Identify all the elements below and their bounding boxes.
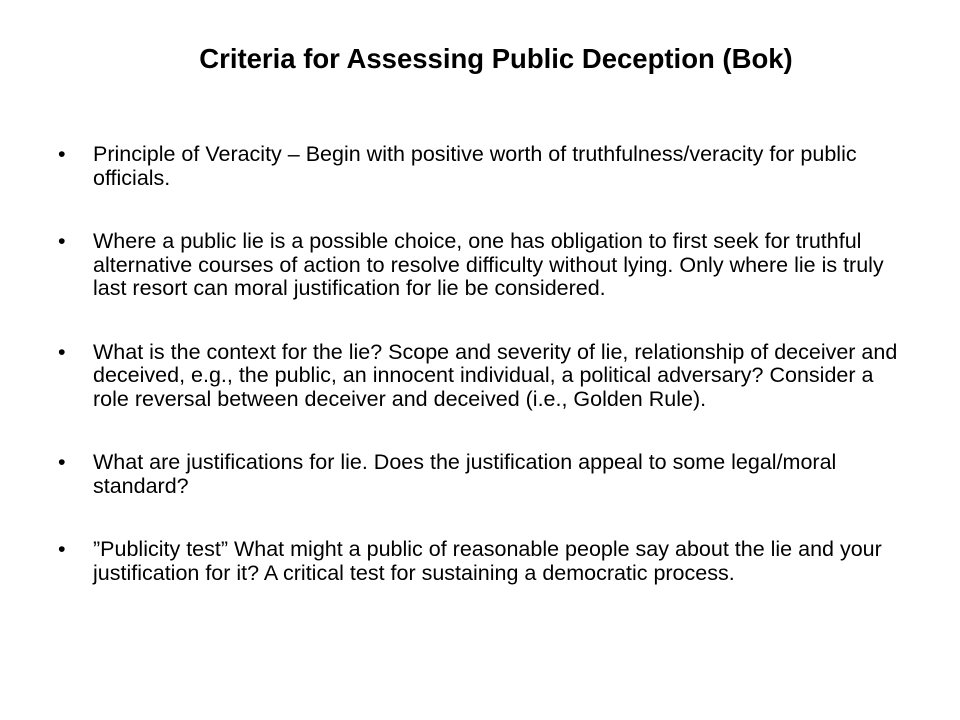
bullet-text: What are justifications for lie. Does the justification appeal to some legal/moral standard? — [93, 450, 837, 498]
bullet-icon: • — [58, 142, 66, 166]
bullet-text: What is the context for the lie? Scope and severity of lie, relationship of deceiver and deceived, e.g., the public, an innocent individual, a political adversary? Consider a role reversal between deceiver and deceived (i.e., Golden Rule). — [93, 339, 898, 411]
bullet-icon: • — [58, 229, 66, 253]
bullet-text: Principle of Veracity – Begin with positive worth of truthfulness/veracity for public officials. — [93, 142, 857, 190]
slide-title: Criteria for Assessing Public Deception (Bok) — [199, 43, 793, 74]
bullet-item — [58, 451, 898, 498]
bullet-icon: • — [58, 339, 66, 364]
bullet-list — [58, 143, 898, 625]
bullet-item — [58, 538, 898, 585]
bullet-text: ”Publicity test” What might a public of reasonable people say about the lie and your justification for it? A critical test for sustaining a democratic process. — [93, 537, 882, 585]
bullet-item — [58, 341, 898, 412]
bullet-item — [58, 143, 898, 190]
bullet-text: Where a public lie is a possible choice, one has obligation to first seek for truthful alternative courses of action to resolve difficulty without lying. Only where lie is truly last resort can moral justification for lie be considered. — [93, 229, 884, 300]
bullet-item — [58, 230, 898, 301]
bullet-icon: • — [58, 537, 66, 561]
bullet-icon: • — [58, 450, 66, 474]
